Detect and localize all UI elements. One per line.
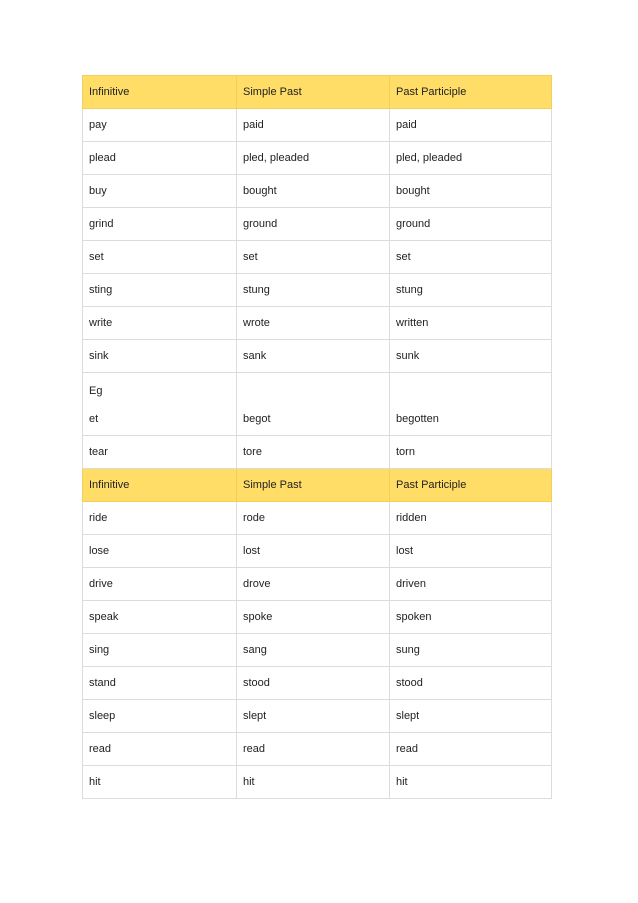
- simple-past-cell: set: [237, 241, 390, 274]
- simple-past-cell: lost: [237, 535, 390, 568]
- infinitive-cell: read: [83, 733, 237, 766]
- table-row: [83, 667, 552, 700]
- irregular-verbs-table: [82, 75, 552, 799]
- past-participle-cell: spoken: [390, 601, 552, 634]
- infinitive-cell: buy: [83, 175, 237, 208]
- header-infinitive: Infinitive: [83, 469, 237, 502]
- simple-past-cell: bought: [237, 175, 390, 208]
- infinitive-cell: lose: [83, 535, 237, 568]
- table-row: [83, 109, 552, 142]
- past-participle-cell: ground: [390, 208, 552, 241]
- table-row: [83, 373, 552, 436]
- table-row: [83, 766, 552, 799]
- infinitive-cell: write: [83, 307, 237, 340]
- past-participle-cell: written: [390, 307, 552, 340]
- simple-past-cell: rode: [237, 502, 390, 535]
- infinitive-cell: plead: [83, 142, 237, 175]
- simple-past-cell: begot: [237, 373, 390, 436]
- past-participle-cell: read: [390, 733, 552, 766]
- table-row: [83, 568, 552, 601]
- simple-past-cell: slept: [237, 700, 390, 733]
- past-participle-cell: lost: [390, 535, 552, 568]
- past-participle-cell: sung: [390, 634, 552, 667]
- table-row: [83, 436, 552, 469]
- past-participle-cell: sunk: [390, 340, 552, 373]
- simple-past-cell: read: [237, 733, 390, 766]
- infinitive-cell: sting: [83, 274, 237, 307]
- simple-past-cell: paid: [237, 109, 390, 142]
- table-row: [83, 142, 552, 175]
- past-participle-cell: torn: [390, 436, 552, 469]
- simple-past-cell: spoke: [237, 601, 390, 634]
- infinitive-cell: pay: [83, 109, 237, 142]
- infinitive-cell: sink: [83, 340, 237, 373]
- infinitive-cell: sing: [83, 634, 237, 667]
- infinitive-cell: stand: [83, 667, 237, 700]
- simple-past-cell: wrote: [237, 307, 390, 340]
- infinitive-cell: hit: [83, 766, 237, 799]
- past-participle-cell: slept: [390, 700, 552, 733]
- simple-past-cell: stood: [237, 667, 390, 700]
- table-row: [83, 634, 552, 667]
- table-header-row: [83, 469, 552, 502]
- infinitive-cell: sleep: [83, 700, 237, 733]
- table-row: [83, 208, 552, 241]
- infinitive-line-1: Eg: [89, 385, 103, 397]
- infinitive-cell: speak: [83, 601, 237, 634]
- past-participle-cell: begotten: [390, 373, 552, 436]
- table-row: [83, 601, 552, 634]
- simple-past-cell: tore: [237, 436, 390, 469]
- infinitive-cell: tear: [83, 436, 237, 469]
- simple-past-cell: drove: [237, 568, 390, 601]
- past-participle-cell: stood: [390, 667, 552, 700]
- table-row: [83, 274, 552, 307]
- header-past-participle: Past Participle: [390, 469, 552, 502]
- past-participle-cell: driven: [390, 568, 552, 601]
- simple-past-cell: pled, pleaded: [237, 142, 390, 175]
- simple-past-cell: sang: [237, 634, 390, 667]
- past-participle-cell: set: [390, 241, 552, 274]
- infinitive-cell: ride: [83, 502, 237, 535]
- table-header-row: [83, 76, 552, 109]
- past-participle-cell: bought: [390, 175, 552, 208]
- past-participle-cell: pled, pleaded: [390, 142, 552, 175]
- simple-past-cell: hit: [237, 766, 390, 799]
- table-row: [83, 175, 552, 208]
- table-row: [83, 733, 552, 766]
- infinitive-cell: drive: [83, 568, 237, 601]
- table-row: [83, 502, 552, 535]
- infinitive-cell: set: [83, 241, 237, 274]
- infinitive-cell: [83, 373, 237, 436]
- simple-past-cell: ground: [237, 208, 390, 241]
- table-row: [83, 307, 552, 340]
- table-row: [83, 241, 552, 274]
- header-simple-past: Simple Past: [237, 469, 390, 502]
- header-simple-past: Simple Past: [237, 76, 390, 109]
- past-participle-cell: hit: [390, 766, 552, 799]
- table-row: [83, 535, 552, 568]
- past-participle-cell: stung: [390, 274, 552, 307]
- header-infinitive: Infinitive: [83, 76, 237, 109]
- table-row: [83, 340, 552, 373]
- simple-past-cell: stung: [237, 274, 390, 307]
- infinitive-cell: grind: [83, 208, 237, 241]
- simple-past-cell: sank: [237, 340, 390, 373]
- table-row: [83, 700, 552, 733]
- past-participle-cell: ridden: [390, 502, 552, 535]
- infinitive-line-2: et: [89, 413, 99, 425]
- header-past-participle: Past Participle: [390, 76, 552, 109]
- past-participle-cell: paid: [390, 109, 552, 142]
